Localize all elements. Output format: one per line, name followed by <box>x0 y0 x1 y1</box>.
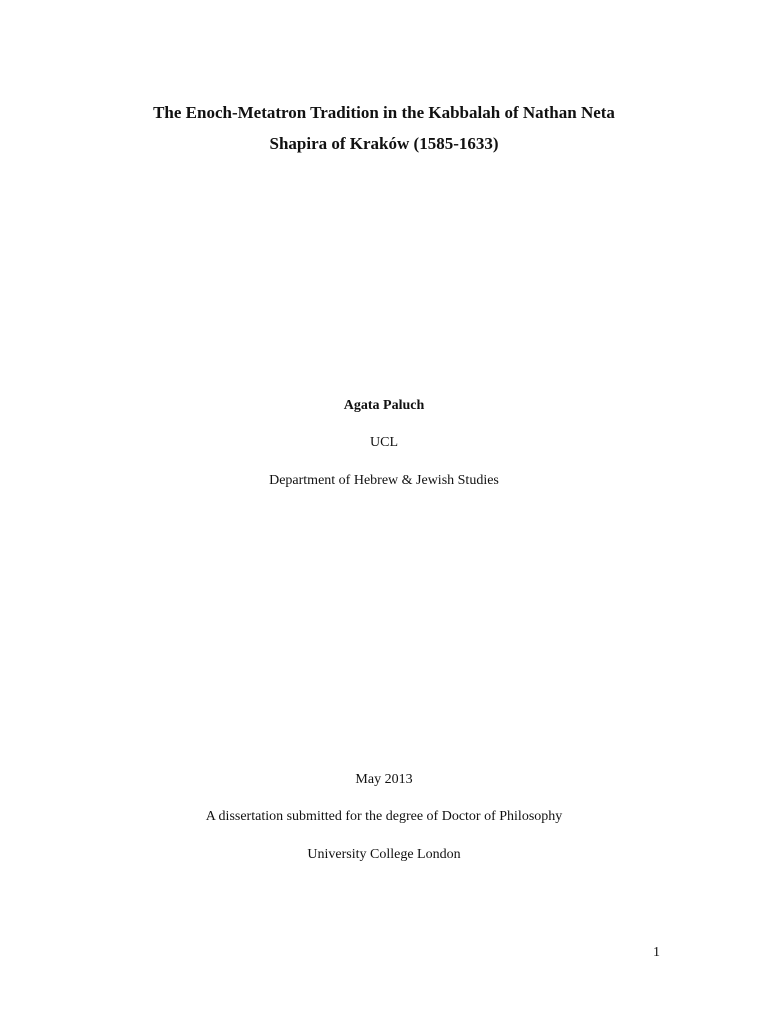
degree-statement: A dissertation submitted for the degree of Doctor of Philosophy <box>205 809 563 824</box>
department: Department of Hebrew & Jewish Studies <box>269 473 499 488</box>
institution: UCL <box>370 435 398 450</box>
university: University College London <box>307 847 461 862</box>
page-number: 1 <box>653 945 660 960</box>
title-line-2: Shapira of Kraków (1585-1633) <box>269 134 499 153</box>
author-name: Agata Paluch <box>343 398 425 413</box>
title-line-1: The Enoch-Metatron Tradition in the Kabbalah of Nathan Neta <box>153 103 615 122</box>
submission-date: May 2013 <box>355 772 413 787</box>
